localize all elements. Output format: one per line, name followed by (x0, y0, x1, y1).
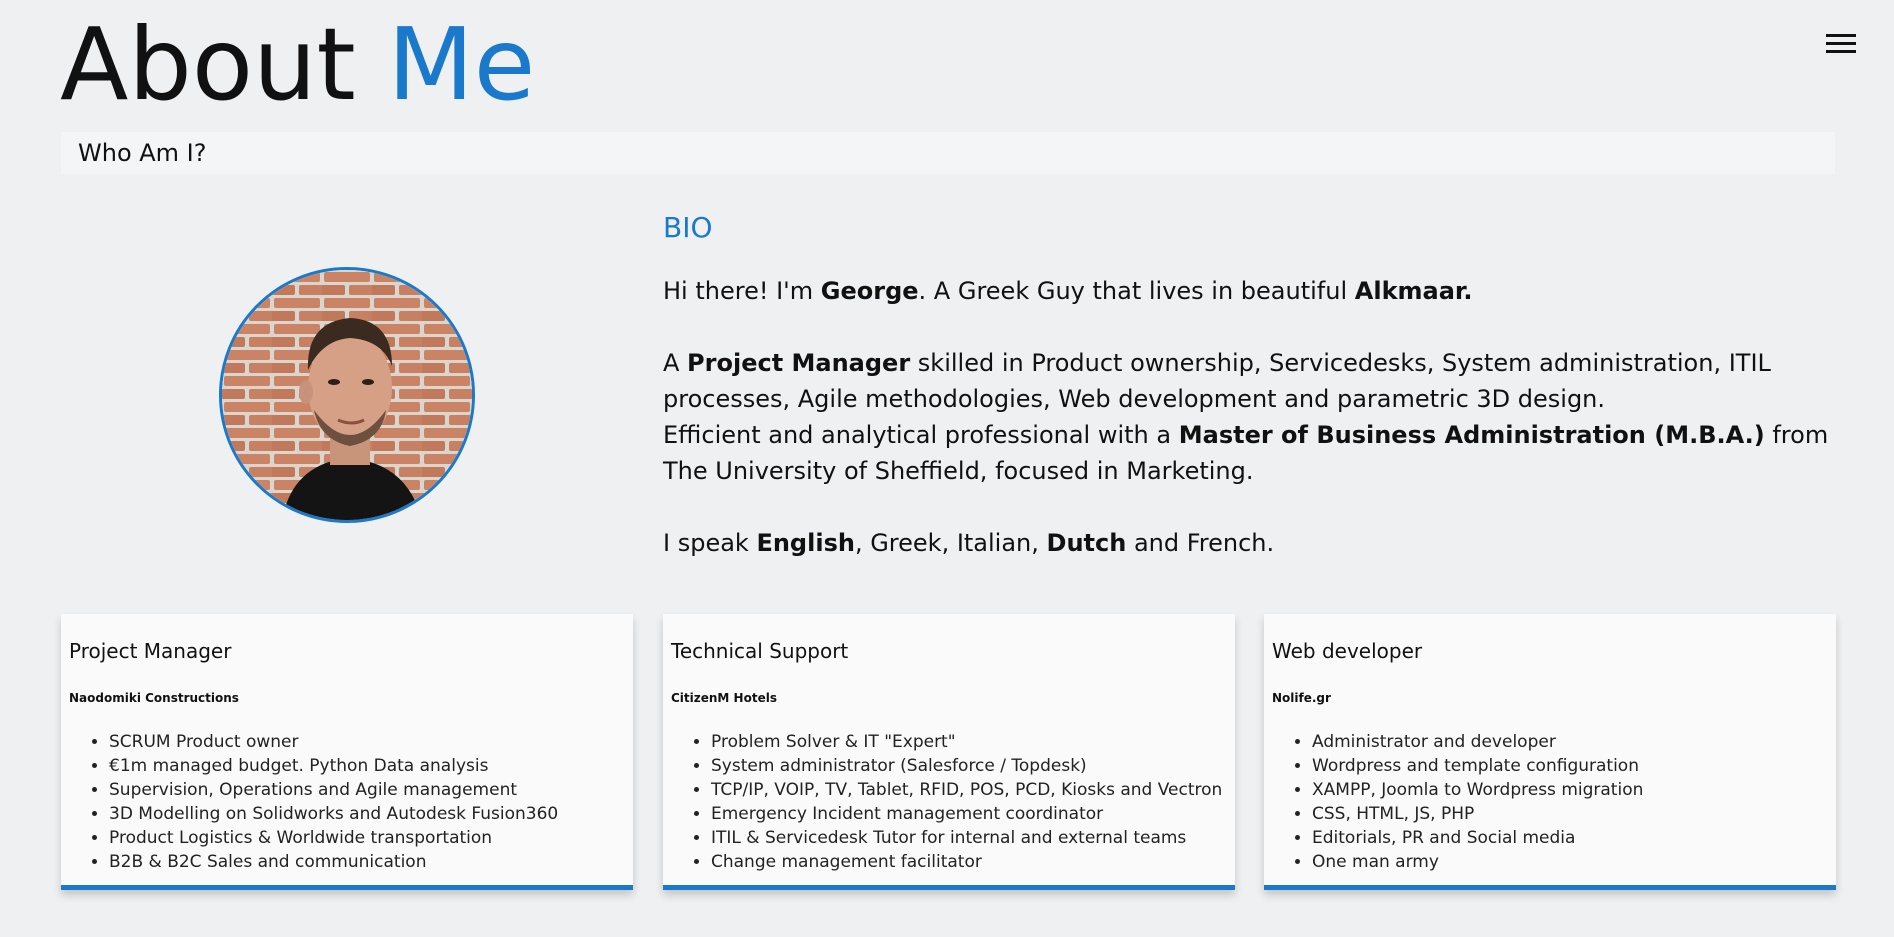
bio-text: and French. (1126, 529, 1275, 557)
card-company: Nolife.gr (1272, 691, 1331, 705)
experience-card-technical-support (663, 614, 1235, 890)
bio-role: Project Manager (687, 349, 911, 377)
card-title: Project Manager (69, 639, 232, 663)
bio-city: Alkmaar. (1354, 277, 1473, 305)
bio-intro (663, 273, 1835, 309)
list-item: • Administrator and developer (1312, 730, 1828, 754)
list-item: • 3D Modelling on Solidworks and Autodesk Fusion360 (109, 802, 625, 826)
card-skills-list (1272, 730, 1828, 874)
list-item: • B2B & B2C Sales and communication (109, 850, 625, 874)
card-title: Technical Support (671, 639, 849, 663)
hamburger-menu-icon[interactable] (1826, 32, 1856, 56)
list-item: • Problem Solver & IT "Expert" (711, 730, 1227, 754)
bio-name: George (820, 277, 919, 305)
list-item: • Editorials, PR and Social media (1312, 826, 1828, 850)
list-item: • Supervision, Operations and Agile management (109, 778, 625, 802)
list-item: • CSS, HTML, JS, PHP (1312, 802, 1828, 826)
bio-profession (663, 345, 1835, 489)
list-item: • Wordpress and template configuration (1312, 754, 1828, 778)
bio-text: I speak (663, 529, 757, 557)
list-item: • One man army (1312, 850, 1828, 874)
menu-bar (1826, 50, 1856, 53)
card-skills-list (69, 730, 625, 874)
bio-degree: Master of Business Administration (M.B.A.) (1178, 421, 1765, 449)
experience-card-web-developer (1264, 614, 1836, 890)
list-item: • ITIL & Servicedesk Tutor for internal and external teams (711, 826, 1227, 850)
list-item: • SCRUM Product owner (109, 730, 625, 754)
page-title-main: About (60, 6, 356, 123)
list-item: • XAMPP, Joomla to Wordpress migration (1312, 778, 1828, 802)
card-company: Naodomiki Constructions (69, 691, 239, 705)
bio-text: . A Greek Guy that lives in beautiful (918, 277, 1355, 305)
profile-avatar (219, 267, 475, 523)
page-title (60, 6, 535, 124)
section-subtitle: Who Am I? (61, 132, 1835, 174)
bio-section (663, 205, 1835, 597)
bio-text: Hi there! I'm (663, 277, 821, 305)
card-company: CitizenM Hotels (671, 691, 777, 705)
card-skills-list (671, 730, 1227, 874)
avatar-portrait (222, 270, 472, 520)
experience-card-project-manager (61, 614, 633, 890)
language-dutch: Dutch (1046, 529, 1127, 557)
bio-text: from The University of Sheffield, focused in Marketing. (663, 421, 1829, 485)
menu-bar (1826, 34, 1856, 37)
bio-languages (663, 525, 1835, 561)
list-item: • Change management facilitator (711, 850, 1227, 874)
list-item: • €1m managed budget. Python Data analysis (109, 754, 625, 778)
language-english: English (756, 529, 855, 557)
bio-text: Efficient and analytical professional with a (663, 421, 1179, 449)
bio-text: A (663, 349, 688, 377)
list-item: • TCP/IP, VOIP, TV, Tablet, RFID, POS, PCD, Kiosks and Vectron (711, 778, 1227, 802)
list-item: • System administrator (Salesforce / Topdesk) (711, 754, 1227, 778)
menu-bar (1826, 42, 1856, 45)
bio-heading: BIO (663, 211, 713, 244)
card-title: Web developer (1272, 639, 1423, 663)
list-item: • Emergency Incident management coordinator (711, 802, 1227, 826)
bio-text: , Greek, Italian, (854, 529, 1047, 557)
page-title-accent: Me (387, 6, 536, 123)
bio-text: skilled in Product ownership, Servicedesks, System administration, ITIL processes, Agile methodologies, Web development and parametric 3D design. (663, 349, 1771, 413)
list-item: • Product Logistics & Worldwide transportation (109, 826, 625, 850)
